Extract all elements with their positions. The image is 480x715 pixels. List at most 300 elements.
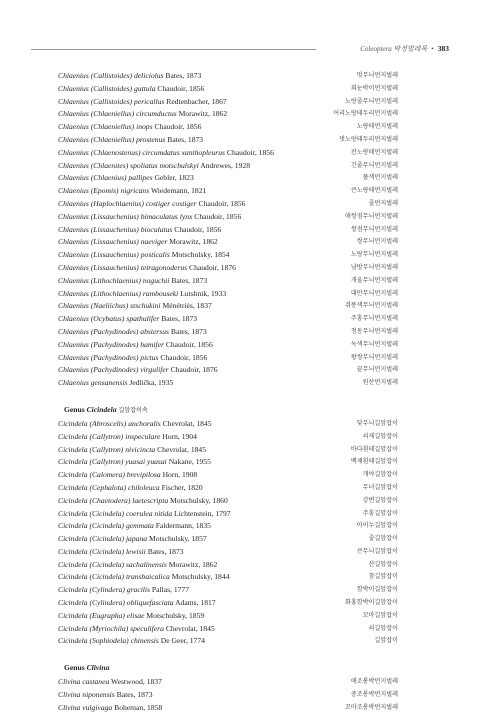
subgenus-name: (Chlaenostenus) — [90, 147, 141, 157]
scientific-name — [58, 689, 153, 702]
genus-name: Chlaenius — [58, 275, 89, 285]
korean-name: 쥐똥색무늬먼지벌레 — [345, 302, 398, 310]
scientific-name — [58, 160, 250, 173]
scientific-name — [58, 635, 205, 648]
genus-name: Cicindela — [58, 521, 88, 531]
genus-name: Chlaenius — [58, 134, 89, 144]
scientific-name — [58, 224, 221, 237]
genus-name: Cicindela — [58, 610, 88, 620]
genus-name: Chlaenius — [58, 71, 89, 80]
species-epithet: spathulifer — [126, 314, 160, 324]
species-entry — [58, 236, 398, 249]
genus-name: Cicindela — [58, 495, 88, 505]
korean-name: 잔노랑테먼지벌레 — [350, 148, 398, 156]
author-citation: Bates, 1873 — [161, 314, 198, 324]
korean-name: 큰노랑테먼지벌레 — [350, 187, 398, 195]
species-entry — [58, 300, 398, 313]
subgenus-name: (Eugrapha) — [89, 610, 125, 620]
subgenus-name: (Callistoides) — [90, 96, 133, 106]
species-entry — [58, 83, 398, 96]
author-citation: Motschulsky, 1859 — [146, 610, 205, 620]
author-citation: Lichtenstein, 1797 — [174, 508, 231, 518]
author-citation: Chaudoir, 1856 — [154, 122, 202, 132]
scientific-name — [58, 326, 207, 339]
species-entry — [58, 689, 398, 702]
species-epithet: naeviger — [140, 237, 168, 247]
genus-name: Chlaenius — [58, 237, 89, 247]
genus-name: Chlaenius — [58, 173, 89, 183]
scientific-name — [58, 571, 229, 584]
subgenus-name: (Lissauchenius) — [90, 262, 139, 272]
author-citation: Bates, 1873 — [165, 71, 202, 80]
species-epithet: costiger costiger — [145, 198, 197, 208]
author-citation: Westwood, 1837 — [111, 677, 162, 687]
species-epithet: pictus — [140, 352, 159, 362]
korean-name: 녹색무늬먼지벌레 — [350, 340, 398, 348]
species-epithet: vulgivaga — [82, 702, 113, 712]
species-entry — [58, 597, 398, 610]
page-number: 383 — [437, 44, 449, 53]
genus-heading — [58, 661, 398, 674]
species-entry — [58, 610, 398, 623]
scientific-name — [58, 520, 211, 533]
species-epithet: yuasai yuasai — [125, 457, 167, 467]
korean-name: 중조롱박먼지벌레 — [350, 691, 398, 699]
author-citation: Chaudoir, 1856 — [194, 211, 242, 221]
header-separator: • — [431, 45, 434, 53]
korean-name: 주홍길앞잡이 — [362, 509, 398, 517]
korean-name: 쇠제길앞잡이 — [362, 432, 398, 440]
species-entry — [58, 326, 398, 339]
genus-name: Chlaenius — [58, 262, 89, 272]
species-epithet: niponensis — [82, 690, 115, 700]
korean-name: 애쌍점무늬먼지벌레 — [345, 212, 398, 220]
genus-name: Clivina — [58, 702, 81, 712]
subgenus-name: (Lissauchenius) — [90, 250, 139, 260]
korean-name: 끝무늬먼지벌레 — [356, 366, 398, 374]
genus-name: Chlaenius — [58, 109, 89, 119]
species-epithet: inops — [136, 122, 153, 132]
korean-name: 바다흰테길앞잡이 — [350, 445, 398, 453]
author-citation: Morawitz, 1862 — [168, 559, 218, 569]
author-citation: Gebler, 1823 — [154, 173, 194, 183]
genus-name: Chlaenius — [58, 301, 89, 311]
species-entry — [58, 495, 398, 508]
species-entry — [58, 571, 398, 584]
species-epithet: coerulea nitida — [125, 508, 173, 518]
korean-name: 줄먼지벌레 — [368, 199, 398, 207]
korean-name: 대만무늬먼지벌레 — [350, 289, 398, 297]
species-entry — [58, 147, 398, 160]
author-citation: Jedlička, 1935 — [129, 378, 174, 388]
author-citation: Chaudoir, 1856 — [226, 147, 274, 157]
subgenus-name: (Ocybatus) — [90, 314, 125, 324]
species-entry — [58, 224, 398, 237]
subgenus-name: (Pachydinodes) — [90, 352, 139, 362]
species-epithet: gracilis — [126, 585, 150, 595]
scientific-name — [58, 444, 206, 457]
species-list — [58, 70, 398, 715]
subgenus-name: (Epomis) — [90, 186, 119, 196]
author-citation: Redtenbacher, 1867 — [166, 96, 227, 106]
genus-name: Cicindela — [58, 457, 88, 467]
genus-name: Chlaenius — [58, 186, 89, 196]
subgenus-name: (Sophiodela) — [89, 636, 129, 646]
species-entry — [58, 559, 398, 572]
species-entry — [58, 676, 398, 689]
species-entry — [58, 70, 398, 83]
genus-name: Cicindela — [58, 508, 88, 518]
scientific-name — [58, 546, 184, 559]
korean-name: 꼬마조롱박먼지벌레 — [345, 703, 398, 711]
korean-name: 닻무늬길앞잡이 — [356, 419, 398, 427]
subgenus-name: (Chlaenites) — [90, 160, 129, 170]
korean-name: 쌍점무늬먼지벌레 — [350, 225, 398, 233]
species-epithet: rambouseki — [142, 288, 179, 298]
genus-name: Cicindela — [58, 418, 88, 428]
author-citation: Chaudoir, 1856 — [198, 198, 246, 208]
genus-name: Chlaenius — [58, 160, 89, 170]
scientific-name — [58, 377, 173, 390]
author-citation: Bates, 1873 — [116, 690, 153, 700]
species-entry — [58, 211, 398, 224]
scientific-name — [58, 352, 207, 365]
genus-name: Cicindela — [58, 636, 88, 646]
species-entry — [58, 172, 398, 185]
author-citation: Chevrolat, 1845 — [165, 623, 215, 633]
subgenus-name: (Cicindela) — [89, 546, 125, 556]
header-title: Coleoptera 딱정벌레목 — [360, 45, 428, 53]
genus-name: Chlaenius — [58, 339, 89, 349]
author-citation: Faldermann, 1835 — [155, 521, 211, 531]
species-epithet: inspeculare — [125, 431, 161, 441]
subgenus-name: (Abroscelis) — [89, 418, 127, 428]
subgenus-name: (Cicindela) — [89, 572, 125, 582]
species-epithet: gemmata — [125, 521, 154, 531]
author-citation: Morawitz, 1862 — [169, 237, 218, 247]
korean-name: 참길앞잡이 — [368, 573, 398, 581]
species-epithet: transbaicalica — [125, 572, 170, 582]
scientific-name — [58, 469, 197, 482]
subgenus-name: (Cicindela) — [89, 521, 125, 531]
korean-name: 애조롱박먼지벌레 — [350, 678, 398, 686]
genus-name: Chlaenius — [58, 122, 89, 132]
genus-name: Clivina — [58, 677, 81, 687]
species-epithet: bioculatus — [140, 224, 173, 234]
korean-name: 줄길앞잡이 — [368, 535, 398, 543]
subgenus-name: (Cylindera) — [89, 598, 125, 608]
subgenus-name: (Haplochlaenius) — [90, 198, 144, 208]
species-epithet: nigricans — [120, 186, 150, 196]
korean-name: 화홍깜박이길앞잡이 — [345, 599, 398, 607]
author-citation: Motschulsky, 1844 — [171, 572, 230, 582]
subgenus-name: (Chlaeniellus) — [90, 109, 135, 119]
author-citation: Chevrolat, 1845 — [162, 418, 212, 428]
author-citation: Nakane, 1955 — [168, 457, 211, 467]
species-epithet: pallipes — [128, 173, 153, 183]
scientific-name — [58, 456, 211, 469]
author-citation: Adams, 1817 — [175, 598, 216, 608]
subgenus-name: (Callytron) — [89, 431, 124, 441]
author-citation: Chaudoir, 1856 — [160, 352, 208, 362]
genus-name: Chlaenius — [58, 288, 89, 298]
species-epithet: virgulifer — [140, 365, 169, 375]
genus-name: Clivina — [58, 690, 81, 700]
species-entry — [58, 352, 398, 365]
genus-name: Chlaenius — [58, 365, 89, 375]
genus-name: Chlaenius — [58, 224, 89, 234]
korean-name: 외눈박이먼지벌레 — [350, 84, 398, 92]
species-epithet: spoliatus motschulskyi — [130, 160, 199, 170]
species-entry — [58, 96, 398, 109]
subgenus-name: (Pachydinodes) — [90, 339, 139, 349]
subgenus-name: (Lithochlaenius) — [90, 275, 141, 285]
species-epithet: elisae — [126, 610, 145, 620]
subgenus-name: (Cylindera) — [89, 585, 125, 595]
species-entry — [58, 121, 398, 134]
species-entry — [58, 160, 398, 173]
korean-name: 산길앞잡이 — [368, 560, 398, 568]
genus-name: Chlaenius — [58, 96, 89, 106]
species-epithet: noguchii — [142, 275, 170, 285]
subgenus-name: (Naeliichus) — [90, 301, 129, 311]
header-text — [360, 44, 449, 54]
species-entry — [58, 702, 398, 715]
author-citation: Chaudoir, 1856 — [174, 224, 222, 234]
species-entry — [58, 134, 398, 147]
genus-name: Cicindela — [58, 444, 88, 454]
subgenus-name: (Lithochlaenius) — [90, 288, 141, 298]
species-entry — [58, 313, 398, 326]
subgenus-name: (Chaetodera) — [89, 495, 131, 505]
species-epithet: pericallus — [133, 96, 165, 106]
author-citation: Motschulsky, 1860 — [170, 495, 228, 505]
genus-name: Cicindela — [58, 534, 88, 544]
scientific-name — [58, 364, 218, 377]
korean-name: 청동무늬먼지벌레 — [350, 327, 398, 335]
genus-name: Chlaenius — [58, 211, 89, 221]
species-epithet: brevipilosa — [126, 470, 161, 480]
scientific-name — [58, 495, 228, 508]
species-epithet: guttula — [133, 83, 156, 93]
genus-name: Cicindela — [58, 482, 88, 492]
korean-name: 주홍무늬먼지벌레 — [350, 315, 398, 323]
species-entry — [58, 520, 398, 533]
author-citation: Fischer, 1820 — [161, 482, 203, 492]
scientific-name — [58, 482, 203, 495]
scientific-name — [58, 262, 236, 275]
species-entry — [58, 377, 398, 390]
species-entry — [58, 444, 398, 457]
species-entry — [58, 198, 398, 211]
species-entry — [58, 262, 398, 275]
scientific-name — [58, 70, 201, 83]
subgenus-name: (Callytron) — [89, 457, 124, 467]
korean-name: 꼬마길앞잡이 — [362, 611, 398, 619]
genus-heading — [58, 403, 398, 416]
subgenus-name: (Cephalota) — [89, 482, 127, 492]
subgenus-name: (Chlaeniellus) — [90, 122, 135, 132]
scientific-name — [58, 249, 229, 262]
genus-name: Cicindela — [58, 585, 88, 595]
subgenus-name: (Cicindela) — [89, 559, 125, 569]
species-entry — [58, 431, 398, 444]
scientific-name — [58, 134, 203, 147]
species-entry — [58, 418, 398, 431]
species-epithet: gensanensis — [90, 378, 128, 388]
species-entry — [58, 635, 398, 648]
subgenus-name: (Chlaenius) — [90, 173, 127, 183]
author-citation: Pallas, 1777 — [151, 585, 190, 595]
scientific-name — [58, 172, 194, 185]
genus-name: Chlaenius — [58, 147, 89, 157]
species-entry — [58, 364, 398, 377]
korean-name: 노랑무늬먼지벌레 — [350, 251, 398, 259]
korean-name: 노랑테먼지벌레 — [356, 123, 398, 131]
subgenus-name: (Callistoides) — [90, 71, 133, 80]
korean-name: 강변길앞잡이 — [362, 496, 398, 504]
author-citation: Chaudoir, 1856 — [157, 83, 205, 93]
scientific-name — [58, 508, 231, 521]
genus-name: Cicindela — [58, 559, 88, 569]
subgenus-name: (Callistoides) — [90, 83, 133, 93]
subgenus-name: (Cicindela) — [89, 508, 125, 518]
scientific-name — [58, 702, 162, 715]
korean-name: 무녀길앞잡이 — [362, 483, 398, 491]
species-epithet: nivicincta — [125, 444, 156, 454]
author-citation: Morawitz, 1862 — [178, 109, 228, 119]
scientific-name — [58, 185, 206, 198]
author-citation: Chaudoir, 1876 — [189, 262, 236, 272]
scientific-name — [58, 236, 218, 249]
scientific-name — [58, 623, 215, 636]
species-entry — [58, 469, 398, 482]
genus-name: Cicindela — [58, 598, 88, 608]
scientific-name — [58, 211, 241, 224]
genus-name: Clivina — [86, 663, 110, 673]
genus-name: Cicindela — [58, 623, 88, 633]
author-citation: Chaudoir, 1876 — [170, 365, 218, 375]
species-epithet: obliquefasciata — [126, 598, 174, 608]
species-epithet: posticalis — [140, 250, 170, 260]
korean-name: 쇠길앞잡이 — [368, 624, 398, 632]
korean-name: 아이누길앞잡이 — [356, 522, 398, 530]
author-citation: Bates, 1873 — [167, 134, 204, 144]
korean-name: 풀색먼지벌레 — [362, 174, 398, 182]
species-epithet: bimaculatus lynx — [140, 211, 193, 221]
species-epithet: hamifer — [140, 339, 164, 349]
korean-name: 길앞잡이 — [374, 637, 398, 645]
subgenus-name: (Myriochila) — [89, 623, 129, 633]
species-epithet: abstersus — [140, 326, 169, 336]
subgenus-name: (Lissauchenius) — [90, 211, 139, 221]
author-citation: Bates, 1873 — [171, 275, 208, 285]
section-gap — [58, 648, 398, 661]
korean-name: 어리노랑테두리먼지벌레 — [333, 110, 398, 118]
subgenus-name: (Lissauchenius) — [90, 237, 139, 247]
species-epithet: laetescripta — [132, 495, 169, 505]
scientific-name — [58, 313, 197, 326]
scientific-name — [58, 584, 189, 597]
scientific-name — [58, 597, 216, 610]
species-epithet: japana — [125, 534, 148, 544]
korean-name: 남방무늬먼지벌레 — [350, 263, 398, 271]
scientific-name — [58, 147, 274, 160]
scientific-name — [58, 533, 207, 546]
scientific-name — [58, 108, 227, 121]
genus-name: Cicindela — [58, 431, 88, 441]
species-epithet: lewisii — [125, 546, 146, 556]
subgenus-name: (Chlaeniellus) — [90, 134, 135, 144]
korean-name: 깜박이길앞잡이 — [356, 586, 398, 594]
author-citation: Andrewes, 1928 — [200, 160, 250, 170]
scientific-name — [58, 83, 204, 96]
author-citation: Chevrolat, 1845 — [157, 444, 207, 454]
author-citation: Lutshnik, 1933 — [180, 288, 227, 298]
species-entry — [58, 185, 398, 198]
genus-name: Chlaenius — [58, 198, 89, 208]
author-citation: Bates, 1873 — [147, 546, 184, 556]
genus-name: Chlaenius — [58, 352, 89, 362]
scientific-name — [58, 96, 227, 109]
genus-prefix: Genus — [64, 404, 85, 414]
genus-name: Cicindela — [86, 404, 117, 414]
species-epithet: castanea — [82, 677, 110, 687]
species-epithet: circumductus — [136, 109, 177, 119]
scientific-name — [58, 339, 213, 352]
subgenus-name: (Lissauchenius) — [90, 224, 139, 234]
author-citation: Horn, 1904 — [162, 431, 197, 441]
species-entry — [58, 288, 398, 301]
genus-name: Cicindela — [58, 546, 88, 556]
scientific-name — [58, 275, 207, 288]
korean-name: 쌍무늬먼지벌레 — [356, 238, 398, 246]
species-epithet: sachalinensis — [125, 559, 167, 569]
species-epithet: chinensis — [130, 636, 159, 646]
species-entry — [58, 508, 398, 521]
species-epithet: stschukini — [130, 301, 161, 311]
scientific-name — [58, 431, 197, 444]
section-gap — [58, 390, 398, 403]
scientific-name — [58, 198, 245, 211]
header-rule — [31, 49, 316, 50]
korean-name: 긴줄무늬먼지벌레 — [350, 161, 398, 169]
species-entry — [58, 339, 398, 352]
genus-name: Chlaenius — [58, 83, 89, 93]
species-entry — [58, 249, 398, 262]
korean-name: 왕쌍무늬먼지벌레 — [350, 353, 398, 361]
korean-name: 큰무늬길앞잡이 — [356, 547, 398, 555]
genus-name: Chlaenius — [58, 378, 89, 388]
genus-korean-name: 길앞잡이속 — [118, 406, 148, 414]
author-citation: Motschulsky, 1857 — [148, 534, 207, 544]
author-citation: Motschulsky, 1854 — [171, 250, 230, 260]
genus-name: Cicindela — [58, 572, 88, 582]
species-entry — [58, 584, 398, 597]
species-epithet: speculifera — [130, 623, 164, 633]
korean-name: 백제흰테길앞잡이 — [350, 458, 398, 466]
subgenus-name: (Pachydinodes) — [90, 365, 139, 375]
subgenus-name: (Calomera) — [89, 470, 125, 480]
species-entry — [58, 456, 398, 469]
author-citation: Horn, 1908 — [162, 470, 198, 480]
subgenus-name: (Pachydinodes) — [90, 326, 139, 336]
species-entry — [58, 623, 398, 636]
genus-name: Chlaenius — [58, 314, 89, 324]
scientific-name — [58, 300, 212, 313]
running-header — [31, 44, 449, 56]
species-entry — [58, 546, 398, 559]
